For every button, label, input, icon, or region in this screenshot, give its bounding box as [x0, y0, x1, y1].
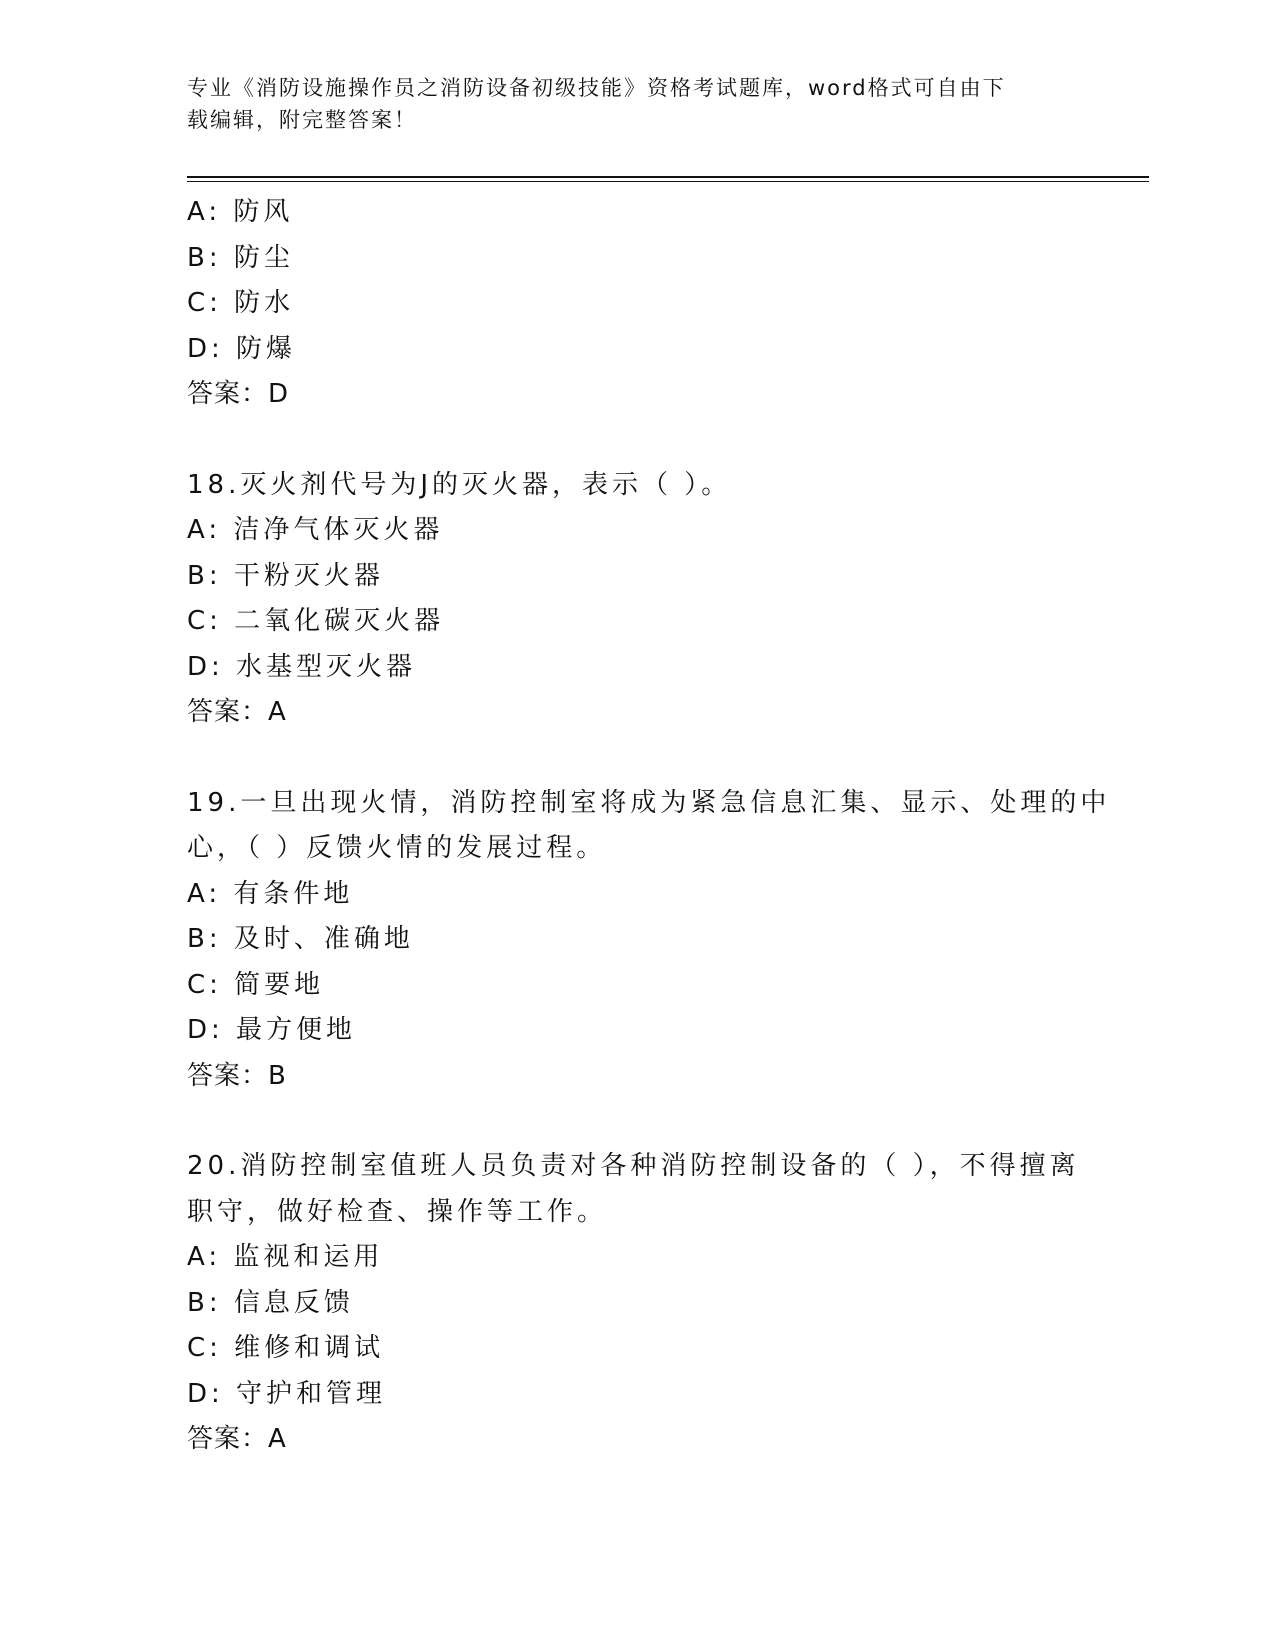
- option-b: B: 信息反馈: [187, 1287, 354, 1318]
- answer: 答案：A: [187, 1424, 287, 1454]
- option-c: C: 防水: [187, 288, 295, 318]
- option-a: A: 防风: [187, 197, 294, 227]
- question-19: [187, 781, 1111, 1100]
- spacer: [187, 1099, 1087, 1144]
- question-18: [187, 463, 1087, 736]
- header-line-1: 专业《消防设施操作员之消防设备初级技能》资格考试题库，word格式可自由下: [187, 76, 1006, 100]
- option-a: A: 洁净气体灭火器: [187, 515, 444, 545]
- option-b: B: 防尘: [187, 242, 294, 273]
- question-stem-line-2: 心，（ ）反馈火情的发展过程。: [187, 833, 607, 863]
- option-d: D: 守护和管理: [187, 1378, 387, 1409]
- answer: 答案：A: [187, 697, 287, 727]
- option-c: C: 维修和调试: [187, 1333, 385, 1363]
- option-b: B: 干粉灭火器: [187, 560, 384, 591]
- option-d: D: 防爆: [187, 333, 297, 364]
- question-stem-line-1: 19.一旦出现火情，消防控制室将成为紧急信息汇集、显示、处理的中: [187, 787, 1111, 818]
- question-stem: 18.灭火剂代号为J的灭火器，表示（ ）。: [187, 469, 732, 500]
- question-stem-line-2: 职守，做好检查、操作等工作。: [187, 1196, 608, 1227]
- question-stem-line-1: 20.消防控制室值班人员负责对各种消防控制设备的（ ），不得擅离: [187, 1151, 1080, 1181]
- document-header: [187, 72, 1067, 136]
- answer: 答案：B: [187, 1060, 287, 1091]
- spacer: [187, 418, 1087, 463]
- question-list: [187, 190, 1111, 1463]
- question-17: [187, 190, 1087, 418]
- header-line-2: 载编辑，附完整答案！: [187, 108, 417, 132]
- option-d: D: 水基型灭火器: [187, 651, 417, 682]
- answer: 答案：D: [187, 379, 290, 409]
- option-d: D: 最方便地: [187, 1015, 357, 1045]
- header-divider-thick: [187, 176, 1149, 178]
- option-a: A: 有条件地: [187, 878, 354, 909]
- question-20: [187, 1144, 1087, 1463]
- option-a: A: 监视和运用: [187, 1242, 384, 1272]
- option-b: B: 及时、准确地: [187, 924, 414, 954]
- option-c: C: 简要地: [187, 969, 325, 1000]
- spacer: [187, 736, 1087, 781]
- option-c: C: 二氧化碳灭火器: [187, 606, 445, 636]
- header-divider-thin: [187, 181, 1149, 182]
